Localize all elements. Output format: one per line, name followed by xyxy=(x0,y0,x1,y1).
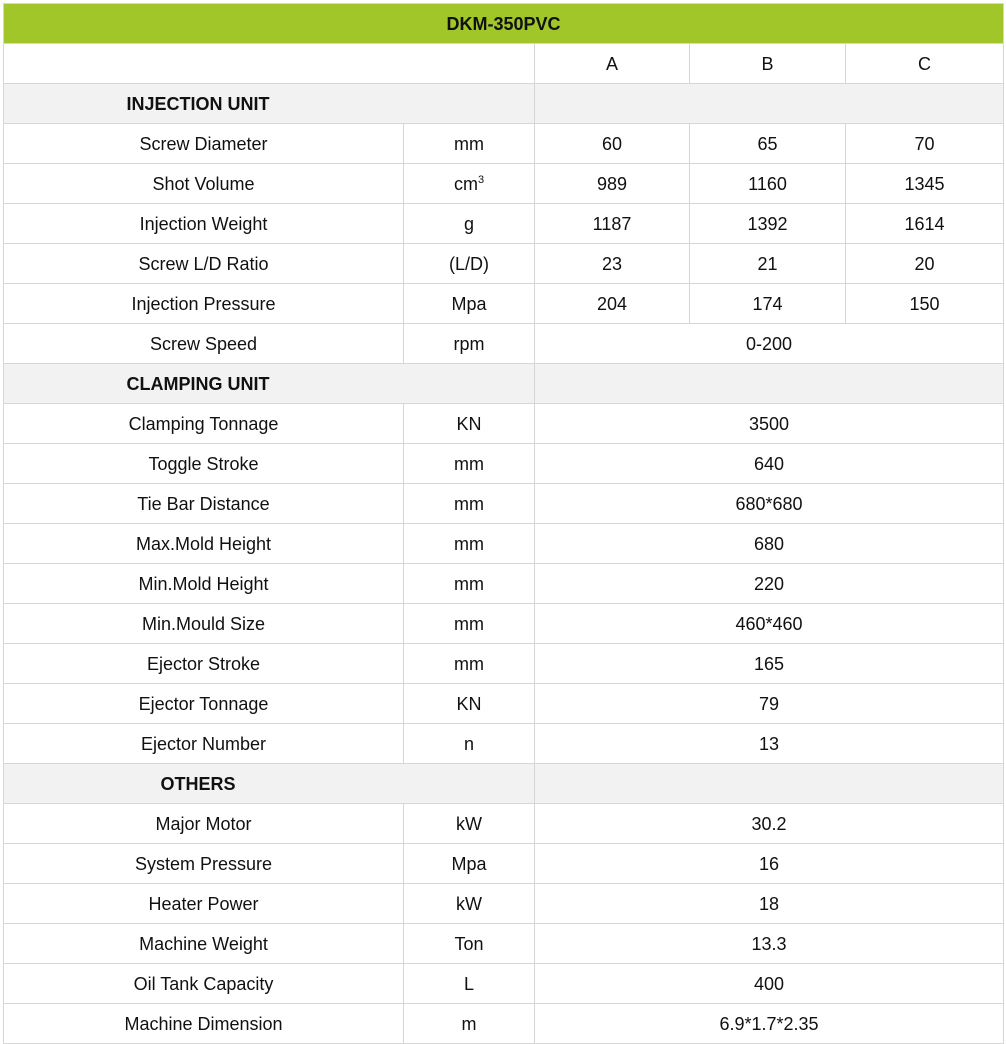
spec-unit-cell xyxy=(404,564,535,604)
table-row xyxy=(4,924,1004,964)
spec-table xyxy=(3,3,1004,1044)
spec-unit-cell xyxy=(404,244,535,284)
spec-value: 16 xyxy=(535,844,1004,884)
spec-unit: Mpa xyxy=(451,853,487,874)
spec-label: Tie Bar Distance xyxy=(4,484,404,524)
table-row xyxy=(4,444,1004,484)
spec-value: 680*680 xyxy=(535,484,1004,524)
table-row xyxy=(4,524,1004,564)
spec-label: Ejector Tonnage xyxy=(4,684,404,724)
spec-unit-cell xyxy=(404,284,535,324)
table-row xyxy=(4,804,1004,844)
table-row xyxy=(4,324,1004,364)
spec-label: Max.Mold Height xyxy=(4,524,404,564)
spec-unit: mm xyxy=(454,573,484,594)
section-header-row xyxy=(4,764,1004,804)
table-row xyxy=(4,564,1004,604)
column-header-b: B xyxy=(690,44,846,84)
spec-label: Machine Dimension xyxy=(4,1004,404,1044)
spec-value: 400 xyxy=(535,964,1004,1004)
column-header-row xyxy=(4,44,1004,84)
title-row xyxy=(4,4,1004,44)
spec-value: 460*460 xyxy=(535,604,1004,644)
spec-value-b: 1160 xyxy=(690,164,846,204)
spec-label: System Pressure xyxy=(4,844,404,884)
table-row xyxy=(4,244,1004,284)
spec-value-b: 21 xyxy=(690,244,846,284)
spec-value-c: 1345 xyxy=(846,164,1004,204)
table-row xyxy=(4,884,1004,924)
section-title-cell xyxy=(4,764,535,804)
section-title: OTHERS xyxy=(160,773,236,794)
spec-unit-cell xyxy=(404,204,535,244)
table-row xyxy=(4,204,1004,244)
spec-value-b: 65 xyxy=(690,124,846,164)
table-row xyxy=(4,164,1004,204)
spec-value: 13 xyxy=(535,724,1004,764)
spec-unit-cell xyxy=(404,1004,535,1044)
spec-unit-cell xyxy=(404,804,535,844)
spec-unit: mm xyxy=(454,653,484,674)
table-row xyxy=(4,484,1004,524)
section-title: CLAMPING UNIT xyxy=(126,373,270,394)
spec-label: Min.Mold Height xyxy=(4,564,404,604)
spec-value-a: 989 xyxy=(535,164,690,204)
spec-unit: mm xyxy=(454,533,484,554)
section-filler-cell xyxy=(535,764,1004,804)
spec-unit: mm xyxy=(454,133,484,154)
spec-value: 6.9*1.7*2.35 xyxy=(535,1004,1004,1044)
spec-unit-cell xyxy=(404,644,535,684)
spec-value: 79 xyxy=(535,684,1004,724)
spec-unit-cell xyxy=(404,924,535,964)
spec-unit: KN xyxy=(456,413,482,434)
spec-label: Injection Weight xyxy=(4,204,404,244)
section-title-cell xyxy=(4,84,535,124)
spec-unit: m xyxy=(461,1013,477,1034)
spec-label: Oil Tank Capacity xyxy=(4,964,404,1004)
spec-unit-cell xyxy=(404,444,535,484)
table-row xyxy=(4,844,1004,884)
spec-unit-cell xyxy=(404,884,535,924)
section-filler-cell xyxy=(535,364,1004,404)
spec-label: Shot Volume xyxy=(4,164,404,204)
spec-value-a: 1187 xyxy=(535,204,690,244)
spec-value: 220 xyxy=(535,564,1004,604)
spec-unit: kW xyxy=(456,813,482,834)
spec-value: 18 xyxy=(535,884,1004,924)
spec-label: Machine Weight xyxy=(4,924,404,964)
spec-table-body xyxy=(4,4,1004,1044)
spec-label: Ejector Stroke xyxy=(4,644,404,684)
spec-unit: L xyxy=(463,973,474,994)
table-row xyxy=(4,684,1004,724)
table-title: DKM-350PVC xyxy=(4,4,1004,44)
table-row xyxy=(4,124,1004,164)
spec-unit-cell xyxy=(404,684,535,724)
spec-unit-cell xyxy=(404,964,535,1004)
spec-unit-cell xyxy=(404,604,535,644)
spec-value-c: 20 xyxy=(846,244,1004,284)
spec-value: 680 xyxy=(535,524,1004,564)
table-row xyxy=(4,604,1004,644)
spec-label: Min.Mould Size xyxy=(4,604,404,644)
spec-label: Ejector Number xyxy=(4,724,404,764)
spec-unit: g xyxy=(463,213,474,234)
spec-value-c: 150 xyxy=(846,284,1004,324)
spec-value: 165 xyxy=(535,644,1004,684)
spec-value: 30.2 xyxy=(535,804,1004,844)
section-header-row xyxy=(4,364,1004,404)
header-blank-cell xyxy=(4,44,535,84)
section-title-cell xyxy=(4,364,535,404)
spec-label: Screw Diameter xyxy=(4,124,404,164)
spec-unit: mm xyxy=(454,493,484,514)
table-row xyxy=(4,724,1004,764)
spec-unit-cell xyxy=(404,724,535,764)
spec-unit-cell xyxy=(404,844,535,884)
spec-value-a: 204 xyxy=(535,284,690,324)
table-row xyxy=(4,1004,1004,1044)
spec-unit-cell xyxy=(404,164,535,204)
spec-label: Major Motor xyxy=(4,804,404,844)
spec-label: Clamping Tonnage xyxy=(4,404,404,444)
spec-value-b: 174 xyxy=(690,284,846,324)
spec-unit: rpm xyxy=(453,333,485,354)
spec-unit: n xyxy=(463,733,474,754)
spec-unit: Mpa xyxy=(451,293,487,314)
table-row xyxy=(4,964,1004,1004)
spec-label: Screw Speed xyxy=(4,324,404,364)
spec-value-b: 1392 xyxy=(690,204,846,244)
spec-unit: Ton xyxy=(454,933,484,954)
spec-value: 13.3 xyxy=(535,924,1004,964)
spec-unit-cell xyxy=(404,524,535,564)
spec-label: Injection Pressure xyxy=(4,284,404,324)
spec-value-a: 23 xyxy=(535,244,690,284)
spec-unit: (L/D) xyxy=(449,253,489,274)
table-row xyxy=(4,284,1004,324)
spec-unit-cell xyxy=(404,484,535,524)
table-row xyxy=(4,404,1004,444)
spec-unit: KN xyxy=(456,693,482,714)
spec-unit-cell xyxy=(404,124,535,164)
section-filler-cell xyxy=(535,84,1004,124)
spec-value: 0-200 xyxy=(535,324,1004,364)
spec-value: 640 xyxy=(535,444,1004,484)
spec-value-a: 60 xyxy=(535,124,690,164)
spec-unit-superscript: 3 xyxy=(477,173,485,186)
column-header-a: A xyxy=(535,44,690,84)
section-header-row xyxy=(4,84,1004,124)
spec-label: Heater Power xyxy=(4,884,404,924)
spec-unit-cell xyxy=(404,324,535,364)
spec-unit: mm xyxy=(454,453,484,474)
spec-unit-cell xyxy=(404,404,535,444)
section-title: INJECTION UNIT xyxy=(126,93,270,114)
spec-unit: mm xyxy=(454,613,484,634)
spec-value-c: 1614 xyxy=(846,204,1004,244)
spec-unit: cm xyxy=(453,173,478,194)
column-header-c: C xyxy=(846,44,1004,84)
spec-label: Toggle Stroke xyxy=(4,444,404,484)
spec-unit: kW xyxy=(456,893,482,914)
spec-value-c: 70 xyxy=(846,124,1004,164)
spec-label: Screw L/D Ratio xyxy=(4,244,404,284)
table-row xyxy=(4,644,1004,684)
spec-value: 3500 xyxy=(535,404,1004,444)
